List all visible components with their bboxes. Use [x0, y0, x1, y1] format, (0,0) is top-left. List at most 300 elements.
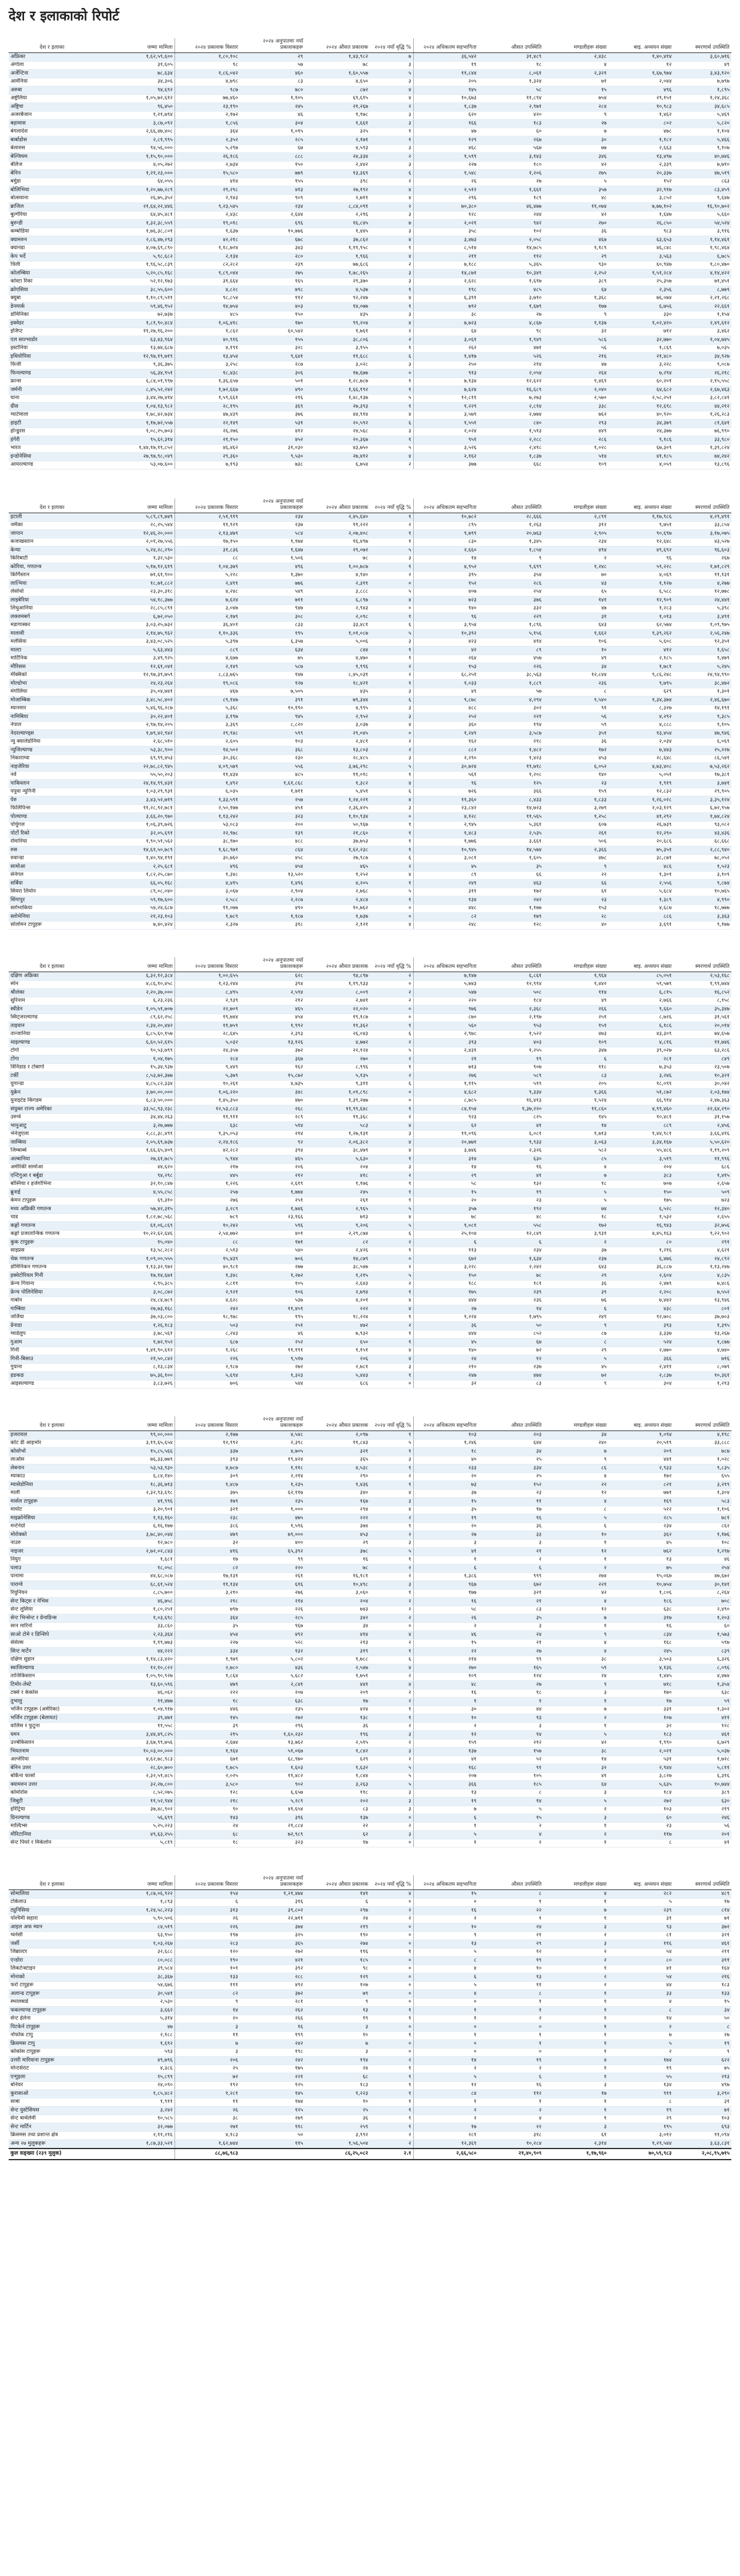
cell-col-studies: १२,६९८	[609, 403, 673, 411]
table-row	[9, 871, 731, 880]
cell-col-growth: १७,१५०	[175, 538, 240, 547]
cell-col-peak: ६	[413, 1239, 478, 1247]
cell-col-country: इजरायल	[9, 1431, 96, 1440]
cell-col-memorial: ४६१	[673, 1731, 731, 1740]
cell-col-peak: २९	[413, 1172, 478, 1181]
cell-col-congregations: १	[543, 1622, 608, 1631]
table-row	[9, 403, 731, 411]
cell-col-congregations: १	[543, 1839, 608, 1847]
cell-col-increase: २	[370, 972, 413, 981]
cell-col-attendance: २१	[479, 1639, 543, 1648]
table-row	[9, 1539, 731, 1548]
cell-col-peak: १९	[413, 1514, 478, 1523]
cell-col-growth: ४८५	[175, 311, 240, 320]
cell-col-congregations: ४७	[543, 605, 608, 613]
cell-col-congregations: ८३	[543, 1072, 608, 1081]
cell-col-increase: १	[370, 1189, 413, 1197]
cell-col-memorial: ५,५०,६२०	[673, 1139, 731, 1147]
cell-col-average: २,०७,४०८	[305, 530, 369, 539]
cell-col-growth: २४,३५७	[175, 1047, 240, 1055]
table-row	[9, 1439, 731, 1448]
cell-col-growth: ६,०३५	[175, 788, 240, 796]
cell-col-ratio: ३२५	[240, 1931, 305, 1940]
cell-col-average: ३८,५४७	[305, 1263, 369, 1272]
cell-col-country: साओ टोमे र प्रिन्सिपे	[9, 1631, 96, 1640]
cell-col-country: सुरिनाम	[9, 997, 96, 1005]
cell-col-memorial: ४१	[673, 1839, 731, 1847]
cell-col-peak: १३	[413, 1940, 478, 1949]
cell-col-peak: २०५	[413, 78, 478, 86]
cell-col-increase: १	[370, 2015, 413, 2023]
cell-col-country: ग्वाटेमाला	[9, 411, 96, 419]
cell-col-memorial: १,३०२	[673, 1706, 731, 1714]
cell-col-ratio: २१६	[240, 394, 305, 403]
cell-col-total: १,१३,३२,९७२	[96, 1263, 175, 1272]
cell-col-total: ६४,०५५	[96, 178, 175, 186]
cell-col-congregations: ४	[543, 2057, 608, 2065]
cell-col-peak: १६२	[413, 738, 478, 746]
cell-col-attendance: २१	[479, 1548, 543, 1556]
cell-col-country: जापान	[9, 530, 96, 539]
table-row	[9, 203, 731, 212]
cell-col-average: ३६५	[305, 1456, 369, 1464]
cell-col-increase: २	[370, 1672, 413, 1681]
table-row	[9, 2107, 731, 2115]
cell-col-country: सेन्ट बार्थेलेमी	[9, 2115, 96, 2123]
cell-col-peak: १०,६७३	[413, 94, 478, 103]
cell-col-country: पपुवा न्युगिनी	[9, 788, 96, 796]
cell-col-memorial: ७,०३५	[673, 344, 731, 353]
table-row	[9, 621, 731, 630]
table-row	[9, 1280, 731, 1289]
cell-col-total: ३,६६,२०,९७०	[96, 813, 175, 822]
cell-col-peak: २	[413, 1915, 478, 1923]
cell-col-total: ३३,८६०	[96, 1622, 175, 1631]
cell-col-memorial: २३,५०७	[673, 1063, 731, 1072]
cell-col-ratio: ७८०	[240, 86, 305, 95]
cell-col-congregations: ३४	[543, 663, 608, 672]
cell-col-average: १९६	[305, 1731, 369, 1740]
cell-col-studies: १५,०६७	[609, 1572, 673, 1581]
cell-col-memorial: ३,४९१	[673, 613, 731, 622]
cell-col-ratio: २८५	[240, 1614, 305, 1623]
cell-col-growth: ५,२२८	[175, 571, 240, 580]
cell-col-increase: ४	[370, 1506, 413, 1514]
cell-col-memorial: २,४७,३६३	[673, 1097, 731, 1105]
table-row	[9, 846, 731, 855]
cell-col-peak: १५	[413, 1639, 478, 1648]
cell-col-average: १०	[305, 2031, 369, 2040]
cell-col-country: स्भालबार्ड	[9, 1998, 96, 2007]
cell-col-congregations: ३७	[543, 1247, 608, 1255]
header-col-memorial: स्मरणार्थ उपस्थिति	[673, 38, 731, 53]
cell-col-growth: २,३२७	[175, 921, 240, 930]
cell-col-ratio: १५,८७२	[240, 1072, 305, 1081]
cell-col-increase: १	[370, 1589, 413, 1598]
cell-col-total: ४१,९९६	[96, 1498, 175, 1506]
cell-col-average: ११६	[305, 1948, 369, 1957]
table-row	[9, 730, 731, 738]
cell-col-memorial: १,२४,३६८	[673, 94, 731, 103]
cell-col-increase: ५	[370, 547, 413, 555]
cell-col-average: १६,१८१	[305, 1572, 369, 1581]
cell-col-memorial: ७१६	[673, 1355, 731, 1364]
table-row	[9, 688, 731, 696]
cell-col-peak: १२	[413, 1731, 478, 1740]
cell-col-ratio: ७७६	[240, 580, 305, 588]
cell-col-congregations: १४	[543, 1756, 608, 1764]
cell-col-increase: ०	[370, 1931, 413, 1940]
cell-col-memorial: ४,१९८	[673, 1431, 731, 1440]
cell-col-growth: २,१७२	[175, 111, 240, 120]
cell-col-ratio: ११,४५९	[240, 1305, 305, 1314]
cell-col-growth: १,०६,४१८	[175, 320, 240, 328]
cell-col-memorial: ४,८३५	[673, 1272, 731, 1281]
cell-col-attendance: ३३	[479, 1531, 543, 1540]
cell-col-peak: ३,२२८	[413, 1263, 478, 1272]
table-row	[9, 244, 731, 253]
cell-col-congregations: ३	[543, 1814, 608, 1823]
cell-col-country: साइप्रस	[9, 1247, 96, 1255]
cell-col-average: २९	[305, 1539, 369, 1548]
cell-col-growth: २४	[175, 1822, 240, 1831]
cell-col-ratio: १३,७६२	[240, 1739, 305, 1748]
cell-col-average: ८४४	[305, 646, 369, 655]
cell-col-country: ग्रेनाडा	[9, 1322, 96, 1331]
cell-col-congregations: १०	[543, 1531, 608, 1540]
cell-col-congregations: ३	[543, 1923, 608, 1932]
cell-col-congregations: १,१८९	[543, 244, 608, 253]
cell-col-ratio: ७५	[240, 654, 305, 663]
cell-col-total: ११,५५८	[96, 1722, 175, 1731]
cell-col-growth: ३,१९७	[175, 713, 240, 722]
cell-col-congregations: २७०	[543, 220, 608, 228]
cell-col-country: ग्वर्नसी	[9, 1931, 96, 1940]
cell-col-studies: ४९६	[609, 86, 673, 95]
cell-col-congregations: २	[543, 1948, 608, 1957]
cell-col-increase: ४	[370, 411, 413, 419]
cell-col-total: ७१,६१,९००	[96, 571, 175, 580]
cell-col-attendance: १८	[479, 1689, 543, 1698]
cell-col-increase: १	[370, 244, 413, 253]
cell-col-country: क्युबा	[9, 294, 96, 303]
cell-col-total: ३,७८,५६१	[96, 1330, 175, 1339]
cell-col-attendance: ९५३	[479, 1022, 543, 1031]
cell-col-country: मोरोक्को	[9, 1531, 96, 1540]
cell-col-growth: ८२	[175, 1990, 240, 1999]
cell-col-country: जिबुटी	[9, 1798, 96, 1806]
table-row	[9, 1890, 731, 1899]
cell-col-ratio: ४१,६५४	[240, 1806, 305, 1814]
cell-col-increase: २	[370, 671, 413, 680]
cell-col-peak: १,४१७	[413, 353, 478, 361]
cell-col-memorial: २,४५६	[673, 1122, 731, 1131]
cell-col-growth: १,२८१	[175, 2090, 240, 2099]
cell-col-total: ५,९८,६८२	[96, 253, 175, 262]
cell-col-average: १,६६,१९२	[305, 386, 369, 395]
cell-col-memorial: २२,६६१	[673, 303, 731, 312]
total-col-ratio	[240, 2149, 305, 2160]
cell-col-total: ४९,७९६	[96, 2057, 175, 2065]
cell-col-country: इथियोपिया	[9, 353, 96, 361]
cell-col-congregations: ७४	[543, 1205, 608, 1214]
cell-col-increase: १	[370, 1022, 413, 1031]
table-row	[9, 1548, 731, 1556]
cell-col-memorial: ८४९	[673, 1055, 731, 1064]
table-row	[9, 1522, 731, 1531]
cell-col-attendance: ३,१४३	[479, 153, 543, 162]
cell-col-average: ८,००९	[305, 989, 369, 997]
cell-col-peak: ३	[413, 1539, 478, 1548]
table-row	[9, 1781, 731, 1790]
cell-col-average: २७,३९३	[305, 403, 369, 411]
cell-col-congregations: ३३८	[543, 403, 608, 411]
cell-col-ratio: ९०९	[240, 194, 305, 203]
cell-col-ratio: ३७२	[240, 1990, 305, 1999]
cell-col-attendance: २	[479, 1822, 543, 1831]
table-row	[9, 103, 731, 112]
cell-col-congregations: ११८	[543, 1063, 608, 1072]
cell-col-total: २७,६१,७८५	[96, 1155, 175, 1164]
cell-col-attendance: २३	[479, 1489, 543, 1498]
cell-col-growth: ८८	[175, 555, 240, 563]
cell-col-congregations: १,२४८	[543, 563, 608, 572]
cell-col-memorial: ९,०८७	[673, 361, 731, 369]
table-row	[9, 1464, 731, 1473]
cell-col-congregations: ३,०६३	[543, 1139, 608, 1147]
cell-col-country: अरुबा	[9, 86, 96, 95]
cell-col-peak: १२,८११	[413, 394, 478, 403]
cell-col-average: १०,७६२	[305, 904, 369, 913]
cell-col-memorial: ६८६	[673, 1163, 731, 1172]
cell-col-attendance: १	[479, 1898, 543, 1907]
cell-col-average: २२२	[305, 1514, 369, 1523]
cell-col-growth: ३,३६९	[175, 721, 240, 730]
cell-col-country: स्पेन	[9, 980, 96, 989]
cell-col-growth: २९,२९८	[175, 186, 240, 195]
cell-col-congregations: ५	[543, 1514, 608, 1523]
cell-col-congregations: २६६	[543, 1005, 608, 1014]
cell-col-attendance: १८०	[479, 161, 543, 170]
cell-col-average: २,४५,६४०	[305, 513, 369, 522]
cell-col-growth: ३१३	[175, 1907, 240, 1915]
cell-col-country: सिंगापुर	[9, 896, 96, 905]
cell-col-total: ५३,०७,६००	[96, 461, 175, 469]
cell-col-studies: २,४७९	[609, 1280, 673, 1289]
cell-col-memorial: ४७,५१९	[673, 170, 731, 178]
cell-col-total: ४,६२,७८,९८३	[96, 1756, 175, 1764]
cell-col-total: २,५३०	[96, 1998, 175, 2007]
cell-col-average: १,२४,२२१	[305, 796, 369, 805]
cell-col-total: ९४,६९२	[96, 86, 175, 95]
cell-col-studies: ९११	[609, 2090, 673, 2099]
cell-col-growth: ३	[175, 2048, 240, 2057]
cell-col-increase: २	[370, 746, 413, 755]
cell-col-attendance: ८२५	[479, 1113, 543, 1122]
cell-col-increase: ४	[370, 1890, 413, 1899]
cell-col-ratio: २८९	[240, 1113, 305, 1122]
cell-col-memorial: १,१७६	[673, 1531, 731, 1540]
cell-col-total: २,८१,९९५	[96, 136, 175, 145]
cell-col-attendance: १,६३४	[479, 1255, 543, 1264]
cell-col-studies: १५२	[609, 178, 673, 186]
cell-col-total: १३,५८,२८२	[96, 1247, 175, 1255]
cell-col-country: गिनी	[9, 1347, 96, 1355]
cell-col-congregations: २,३६६	[543, 846, 608, 855]
cell-col-growth: ५३,०८३	[175, 821, 240, 830]
cell-col-studies: ४,०५९	[609, 461, 673, 469]
cell-col-average: १४,०७७	[305, 303, 369, 312]
cell-col-congregations: ३६	[543, 228, 608, 236]
cell-col-attendance: ६४४	[479, 1439, 543, 1448]
cell-col-memorial: २७	[673, 2031, 731, 2040]
cell-col-growth: १,९६४	[175, 1748, 240, 1756]
cell-col-studies: ३८,८७१	[609, 854, 673, 863]
cell-col-memorial: ८,०९६	[673, 1664, 731, 1673]
cell-col-growth: ५,२९७	[175, 144, 240, 153]
cell-col-peak: ४०७	[413, 588, 478, 597]
cell-col-ratio: ४५८	[240, 854, 305, 863]
table-row	[9, 228, 731, 236]
cell-col-peak: २११	[413, 253, 478, 262]
cell-col-ratio: १६	[240, 2023, 305, 2032]
cell-col-total: ६९,९९,४५३	[96, 754, 175, 763]
cell-col-memorial: ५९७	[673, 1639, 731, 1648]
cell-col-growth: ९,४४९	[175, 1063, 240, 1072]
cell-col-ratio: ११२	[240, 294, 305, 303]
cell-col-growth: ४,१८३	[175, 2131, 240, 2140]
cell-col-country: युक्रेन	[9, 1089, 96, 1097]
cell-col-ratio: ४९६	[240, 563, 305, 572]
cell-col-growth: ३०९	[175, 1472, 240, 1481]
cell-col-memorial: १२,३४०	[673, 1205, 731, 1214]
cell-col-peak: २,६२८	[413, 278, 478, 286]
cell-col-increase: ४	[370, 796, 413, 805]
cell-col-growth: १,३४८	[175, 871, 240, 880]
table-row	[9, 588, 731, 597]
cell-col-memorial: ४४,२१२	[673, 403, 731, 411]
cell-col-attendance: ३	[479, 1539, 543, 1548]
cell-col-studies: ६,८१५	[609, 989, 673, 997]
cell-col-memorial: ५४,५२४	[673, 220, 731, 228]
cell-col-country: नर्वे	[9, 771, 96, 780]
table-row	[9, 2065, 731, 2073]
cell-col-average: २९७	[305, 1907, 369, 1915]
cell-col-attendance: ५	[479, 1806, 543, 1814]
cell-col-studies: ६०,९४७	[609, 261, 673, 270]
cell-col-ratio: २००	[240, 821, 305, 830]
cell-col-country: क्रिसमस टापु	[9, 2040, 96, 2049]
cell-col-country: नेदरल्याण्ड्स	[9, 730, 96, 738]
cell-col-memorial: ७,४८६	[673, 1280, 731, 1289]
header-col-memorial: स्मरणार्थ उपस्थिति	[673, 498, 731, 513]
header-col-ratio: २०२४ अनुपातमा नयाँ प्रकाशकहरू	[240, 957, 305, 972]
cell-col-studies: ७१८	[609, 1681, 673, 1690]
cell-col-peak: २,४३१	[413, 1047, 478, 1055]
table-row	[9, 278, 731, 286]
cell-col-ratio: ९०२	[240, 1781, 305, 1790]
cell-col-congregations: १	[543, 2073, 608, 2082]
cell-col-congregations: २७५	[543, 170, 608, 178]
table-row	[9, 2081, 731, 2090]
cell-col-studies: ७,३५३	[609, 1063, 673, 1072]
cell-col-average: २,९५२	[305, 713, 369, 722]
cell-col-studies: ८०	[609, 1239, 673, 1247]
cell-col-increase: २	[370, 1822, 413, 1831]
cell-col-memorial: ३७,७०३	[673, 1313, 731, 1322]
cell-col-peak: ९१३	[413, 369, 478, 378]
table-row	[9, 1230, 731, 1239]
cell-col-congregations: ४	[543, 61, 608, 70]
cell-col-country: स्लोभाकिया	[9, 904, 96, 913]
cell-col-attendance: ११,५६५	[479, 813, 543, 822]
cell-col-total: १०,०३,००,०००	[96, 1748, 175, 1756]
cell-col-memorial: ९,८७४	[673, 880, 731, 888]
cell-col-peak: ३,७४६	[413, 1147, 478, 1155]
cell-col-congregations: ३४	[543, 1431, 608, 1440]
cell-col-country: लक्जमबर्ग	[9, 613, 96, 622]
cell-col-total: ५,३१४	[96, 2015, 175, 2023]
cell-col-average: २,०९७	[305, 1431, 369, 1440]
cell-col-memorial: ५,८२०	[673, 120, 731, 128]
table-row	[9, 1698, 731, 1706]
table-row	[9, 555, 731, 563]
cell-col-attendance: ८५२	[479, 1330, 543, 1339]
cell-col-total: ४४,६८,०८७	[96, 1572, 175, 1581]
cell-col-average: ७७,६८६	[305, 261, 369, 270]
total-col-growth: ८८,७६,९८३	[175, 2149, 240, 2160]
table-row	[9, 1656, 731, 1664]
cell-col-memorial: ६८,६६८	[673, 838, 731, 846]
cell-col-average: ४,२०१	[305, 1297, 369, 1305]
cell-col-congregations: ३	[543, 2123, 608, 2132]
cell-col-memorial: १६४	[673, 1965, 731, 1973]
cell-col-studies: ६२,५७४	[609, 621, 673, 630]
cell-col-memorial: १२८	[673, 1722, 731, 1731]
cell-col-ratio: १,७११	[240, 788, 305, 796]
table-row	[9, 1472, 731, 1481]
cell-col-peak: २	[413, 2115, 478, 2123]
cell-col-ratio: ५१४	[240, 1122, 305, 1131]
cell-col-studies: ९८३	[609, 228, 673, 236]
table-row	[9, 1305, 731, 1314]
cell-col-average: २६,०४३	[305, 1030, 369, 1039]
cell-col-attendance: २,०५४	[479, 369, 543, 378]
cell-col-country: बर्मुडा	[9, 178, 96, 186]
cell-col-studies: ६३८	[609, 1606, 673, 1614]
cell-col-ratio: ७,५०५	[240, 688, 305, 696]
table-row	[9, 1498, 731, 1506]
table-header-row	[9, 957, 731, 972]
cell-col-attendance: २	[479, 1556, 543, 1564]
cell-col-congregations: ४२	[543, 211, 608, 220]
cell-col-attendance: ५२	[479, 1756, 543, 1764]
cell-col-average: १,७८,२६५	[305, 270, 369, 278]
cell-col-growth: ४४६	[175, 1706, 240, 1714]
table-row	[9, 547, 731, 555]
cell-col-average: १,७६१	[305, 328, 369, 336]
cell-col-growth: १,१३,२४२	[175, 813, 240, 822]
cell-col-average: १६	[305, 1556, 369, 1564]
cell-col-memorial: ३३,९८०	[673, 436, 731, 445]
cell-col-total: ४४,२२२	[96, 1648, 175, 1656]
cell-col-congregations: १७२	[543, 746, 608, 755]
cell-col-peak: १४५	[413, 86, 478, 95]
cell-col-congregations: १	[543, 1822, 608, 1831]
cell-col-ratio: ४०३	[240, 303, 305, 312]
cell-col-ratio: १,०१५	[240, 128, 305, 136]
cell-col-memorial: १,७४,८२४	[673, 813, 731, 822]
